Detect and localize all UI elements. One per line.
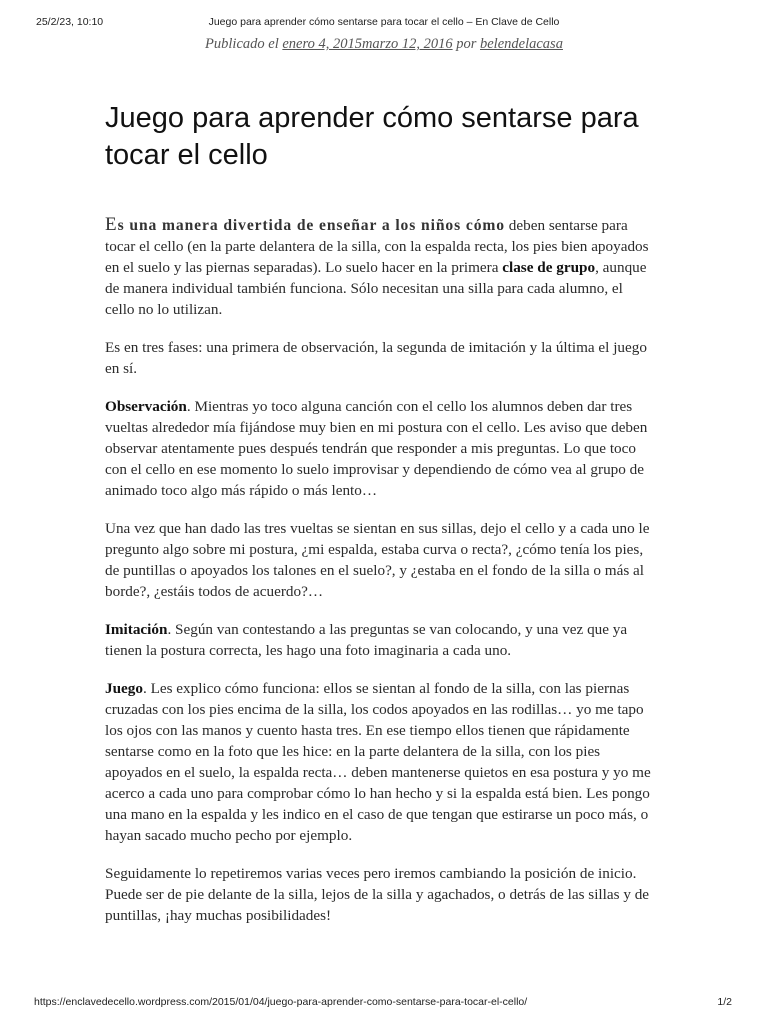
questions-paragraph: Una vez que han dado las tres vueltas se sientan en sus sillas, dejo el cello y a cada uno le pregunto algo sobre mi postura, ¿mi espalda, estaba curva o recta?, ¿cómo tenía los pies, de puntillas o apoyados los talones en el suelo?, y ¿estaba en el fondo de la silla o más al borde?, ¿estáis todos de acuerdo?… [105, 520, 650, 600]
print-url: https://enclavedecello.wordpress.com/2015/01/04/juego-para-aprender-como-sentarse-para-tocar-el-cello/ [34, 996, 528, 1008]
page-number: 1/2 [717, 996, 732, 1008]
lead-paragraph [105, 214, 655, 320]
imitacion-paragraph [105, 619, 655, 661]
meta-by: por [452, 36, 480, 52]
clase-de-grupo-link[interactable]: clase de grupo [502, 259, 596, 276]
juego-label: Juego [105, 680, 143, 697]
repeat-paragraph: Seguidamente lo repetiremos varias veces pero iremos cambiando la posición de inicio. Puede ser de pie delante de la silla, lejos de la silla y agachados, o detrás de las sillas y de puntillas, ¡hay muchas posibilidades! [105, 865, 650, 924]
imitacion-text: . Según van contestando a las preguntas se van colocando, y una vez que ya tienen la postura correcta, les hago una foto imaginaria a cada uno. [105, 621, 628, 659]
lead-emphasis [105, 214, 505, 235]
observacion-label: Observación [105, 398, 187, 415]
drop-cap: E [105, 214, 118, 235]
post-date-link[interactable]: enero 4, 2015marzo 12, 2016 [282, 36, 453, 52]
lead-text-after: , aunque de manera individual también funciona. Sólo necesitan una silla para cada alumno, el cello no lo utilizan. [105, 259, 647, 318]
juego-paragraph [105, 678, 655, 846]
post-meta [0, 36, 768, 53]
print-footer [34, 996, 732, 1010]
meta-prefix: Publicado el [205, 36, 283, 52]
phases-paragraph: Es en tres fases: una primera de observación, la segunda de imitación y la última el juego en sí. [105, 339, 647, 377]
print-header [36, 16, 732, 32]
lead-strong-text: s una manera divertida de enseñar a los niños cómo [117, 217, 505, 234]
imitacion-label: Imitación [105, 621, 168, 638]
observacion-paragraph [105, 396, 655, 501]
print-datetime: 25/2/23, 10:10 [36, 16, 104, 28]
article-content [105, 214, 655, 943]
observacion-text: . Mientras yo toco alguna canción con el cello los alumnos deben dar tres vueltas alrededor mía fijándose muy bien en mi postura con el cello. Les aviso que deben observar atentamente pues después tendrán que responder a mis preguntas. Lo que toco con el cello en ese momento lo suelo improvisar y dependiendo de cómo vea al grupo de animado toco algo más rápido o más lento… [105, 398, 648, 499]
juego-text: . Les explico cómo funciona: ellos se sientan al fondo de la silla, con las piernas cruzadas con los pies encima de la silla, los codos apoyados en las rodillas… yo me tapo los ojos con las manos y cuento hasta tres. En ese tiempo ellos tienen que rápidamente sentarse como en la foto que les hice: en la parte delantera de la silla, con los pies apoyados en el suelo, la espalda recta… deben mantenerse quietos en esa postura y yo me acerco a cada uno para comprobar cómo lo han hecho y si la espalda está bien. Les pongo una mano en la espalda y les indico en el caso de que tengan que estirarse un poco más, o hayan sacado mucho pecho por ejemplo. [105, 680, 651, 844]
article-title: Juego para aprender cómo sentarse para tocar el cello [105, 102, 639, 171]
author-link[interactable]: belendelacasa [480, 36, 563, 52]
lead-text-before: deben sentarse para tocar el cello (en la parte delantera de la silla, con la espalda recta, los pies bien apoyados en el suelo y las piernas separadas). Lo suelo hacer en la primera [105, 217, 649, 276]
print-page-title: Juego para aprender cómo sentarse para tocar el cello – En Clave de Cello [208, 16, 560, 28]
